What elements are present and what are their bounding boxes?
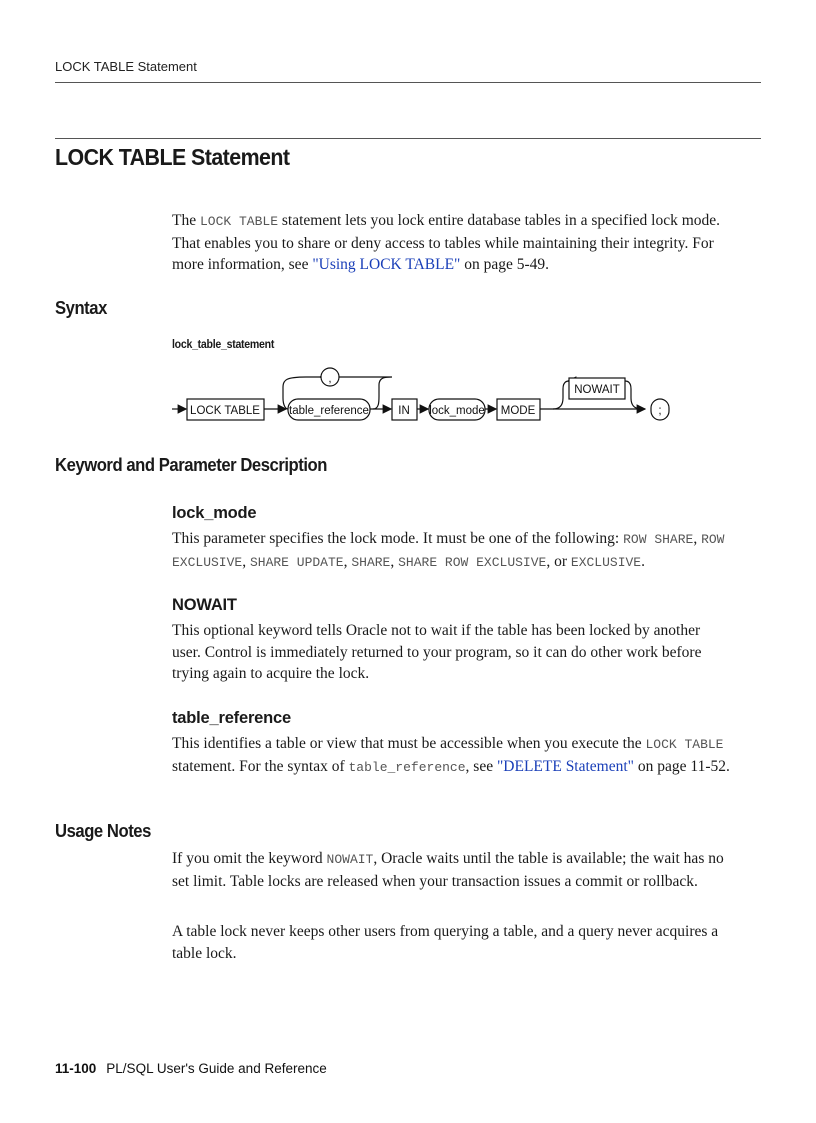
intro-paragraph: The LOCK TABLE statement lets you lock entire database tables in a specified lock mode. That enables you to share or deny access to tables while maintaining their integrity. For more information, see "Using LOCK TABLE" on page 5-49.: [172, 212, 721, 273]
diagram-label: lock_table_statement: [172, 339, 275, 351]
syntax-heading: Syntax: [55, 297, 107, 318]
usage-paragraph-2: A table lock never keeps other users from querying a table, and a query never acquires a table lock.: [172, 923, 719, 962]
usage-notes-heading: Usage Notes: [55, 820, 151, 841]
syntax-diagram: [160, 356, 680, 436]
running-header: LOCK TABLE Statement: [55, 59, 197, 74]
page-title: LOCK TABLE Statement: [55, 144, 290, 170]
nowait-term: NOWAIT: [172, 596, 237, 614]
table-reference-term: table_reference: [172, 709, 291, 727]
comma-label: ,: [328, 373, 332, 385]
table-reference-description: This identifies a table or view that must be accessible when you execute the LOCK TABLE statement. For the syntax of table_reference, see "DELETE Statement" on page 11-52.: [172, 735, 730, 775]
lock-mode-label: lock_mode: [429, 405, 485, 417]
nowait-description: This optional keyword tells Oracle not to wait if the table has been locked by another user. Control is immediately returned to your program, so it can do other work before trying again to acquire the lock.: [172, 622, 702, 682]
page-footer: [55, 1061, 327, 1076]
lock-table-label: LOCK TABLE: [190, 405, 260, 417]
semicolon-label: ;: [658, 405, 662, 417]
inline-code: LOCK TABLE: [199, 214, 278, 229]
delete-statement-link[interactable]: "DELETE Statement": [496, 757, 635, 775]
using-lock-table-link[interactable]: "Using LOCK TABLE": [312, 256, 461, 273]
nowait-label: NOWAIT: [574, 384, 620, 396]
page-number: 11-100: [55, 1061, 97, 1076]
book-title: PL/SQL User's Guide and Reference: [106, 1061, 327, 1076]
title-divider: [55, 138, 761, 139]
usage-paragraph-1: If you omit the keyword NOWAIT, Oracle waits until the table is available; the wait has no set limit. Table locks are released when your transaction issues a commit or rollback.: [172, 850, 724, 890]
lock-mode-term: lock_mode: [172, 504, 257, 522]
in-label: IN: [398, 405, 410, 417]
lock-mode-description: This parameter specifies the lock mode. It must be one of the following: ROW SHARE, ROW EXCLUSIVE, SHARE UPDATE, SHARE, SHARE ROW EXCLUSIVE, or EXCLUSIVE.: [172, 530, 725, 570]
header-divider: [55, 82, 761, 83]
table-reference-label: table_reference: [289, 405, 369, 417]
mode-label: MODE: [500, 405, 536, 417]
keyword-parameter-heading: Keyword and Parameter Description: [55, 454, 327, 475]
